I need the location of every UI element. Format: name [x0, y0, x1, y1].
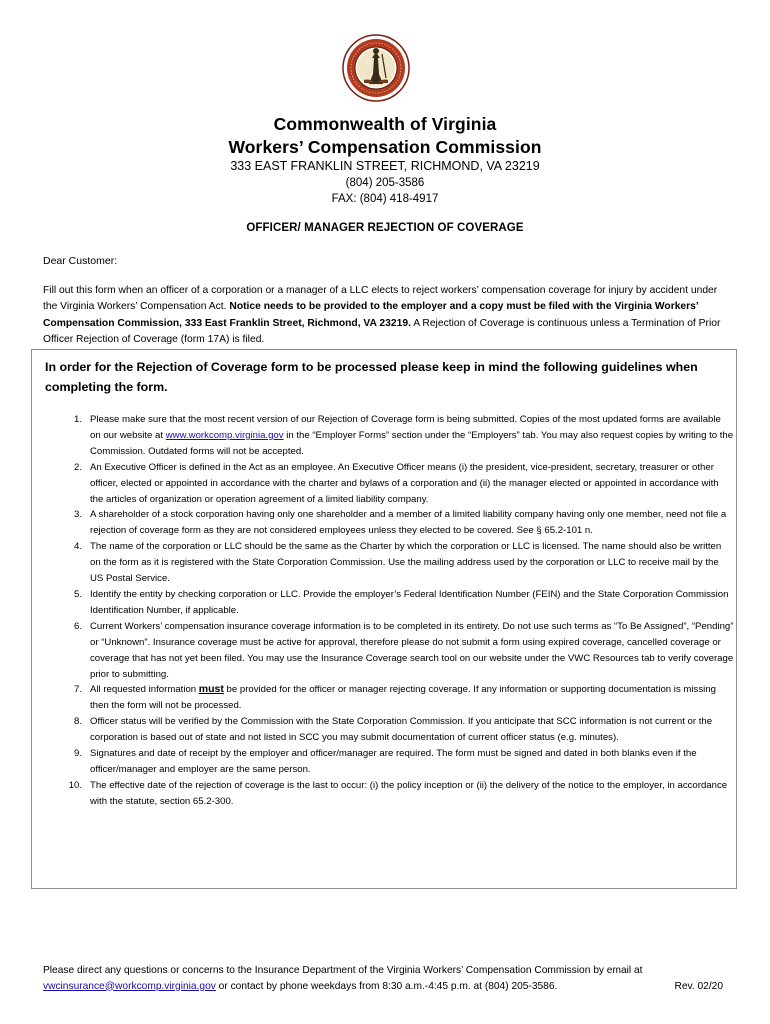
- guideline-item: [44, 682, 734, 714]
- guideline-item: [44, 507, 734, 539]
- guideline-item: [44, 746, 734, 778]
- item-number: 5.: [73, 588, 82, 600]
- fax-number: FAX: (804) 418-4917: [331, 193, 439, 205]
- item-number: 4.: [73, 541, 82, 553]
- item-number: 8.: [73, 716, 82, 728]
- footer-contact: [43, 963, 733, 994]
- item-number: 3.: [73, 509, 82, 521]
- item-text: Signatures and date of receipt by the employer and officer/manager are required. The form must be signed and dated in both blanks even if the officer/manager and employer are the same person.: [90, 748, 697, 775]
- intro-paragraph: [43, 283, 733, 348]
- guideline-item: [44, 412, 734, 460]
- greeting: Dear Customer:: [43, 255, 118, 267]
- virginia-seal-icon: [342, 34, 410, 102]
- must-emphasis: must: [198, 683, 224, 696]
- guideline-item: [44, 778, 734, 810]
- revision-date: Rev. 02/20: [674, 980, 723, 992]
- item-text: in the “Employer Forms” section under the “Employers” tab. You may also request copies by writing to the Commission. Outdated forms will not be accepted.: [90, 429, 734, 457]
- guidelines-list: [44, 412, 734, 810]
- item-number: 6.: [73, 620, 82, 632]
- commission-title: Workers’ Compensation Commission: [228, 137, 542, 157]
- item-number: 1.: [73, 414, 82, 425]
- footer-phone-text: or contact by phone weekdays from 8:30 a.m.-4:45 p.m. at (804) 205-3586.: [215, 980, 558, 992]
- footer-line-2: [43, 979, 733, 995]
- form-title: OFFICER/ MANAGER REJECTION OF COVERAGE: [246, 222, 524, 234]
- item-number: 10.: [68, 779, 82, 791]
- guideline-item: [44, 460, 734, 508]
- item-text: Officer status will be verified by the Commission with the State Corporation Commission. If you anticipate that SCC information is not current or the corporation is based out of state and not listed in SCC you may submit documentation of current officer status (e.g. minutes).: [90, 716, 713, 744]
- guideline-item: [44, 587, 734, 619]
- item-number: 9.: [73, 748, 82, 760]
- item-number: 2.: [73, 461, 82, 473]
- item-number: 7.: [73, 684, 82, 696]
- item-text: Current Workers’ compensation insurance coverage information is to be completed in its entirety. Do not use such terms as “To Be Assigned”, “Pending” or “Unknown”. Insurance coverage must be active for approval, therefore please do not submit a form using expired coverage, cancelled coverage or coverage that has not yet been filed. You may use the Insurance Coverage search tool on our website under the VWC Resources tab to verify coverage prior to submitting.: [90, 620, 734, 680]
- guideline-item: [44, 714, 734, 746]
- guidelines-box: [31, 349, 737, 889]
- item-text: A shareholder of a stock corporation having only one shareholder and a member of a limited liability company having only one member, need not file a rejection of coverage form as they are not considered employees unless they elected to be covered. See § 65.2-101 n.: [90, 509, 727, 537]
- item-text: The name of the corporation or LLC should be the same as the Charter by which the corporation or LLC is licensed. The name should also be written on the form as it is registered with the State Corporation Commission. Use the mailing address used by the corporation or LLC to receive mail by the US Postal Service.: [90, 541, 722, 585]
- item-text: The effective date of the rejection of coverage is the last to occur: (i) the policy inception or (ii) the delivery of the notice to the employer, in accordance with the statute, section 65.2-300.: [90, 779, 728, 807]
- commonwealth-title: Commonwealth of Virginia: [273, 114, 497, 134]
- phone-number: (804) 205-3586: [345, 177, 425, 189]
- intro-text-2: A Rejection of Coverage is continuous unless a Termination of Prior Officer Rejection of Coverage (form 17A) is filed.: [43, 317, 721, 345]
- item-text: An Executive Officer is defined in the Act as an employee. An Executive Officer means (i) the president, vice-president, secretary, treasurer or other officer, elected or appointed in accordance with the charter and bylaws of a corporation and (ii) the manager elected or appointed in accordance with the articles of organization or operation agreement of a limited liability company.: [90, 461, 719, 505]
- item-text: Please make sure that the most recent version of our Rejection of Coverage form is being submitted. Copies of the most updated forms are available on our website at: [90, 414, 721, 441]
- street-address: 333 EAST FRANKLIN STREET, RICHMOND, VA 23219: [230, 159, 540, 173]
- footer-line-1: Please direct any questions or concerns to the Insurance Department of the Virginia Workers’ Compensation Commission by email at: [43, 965, 643, 976]
- guideline-item: [44, 619, 734, 683]
- guideline-item: [44, 539, 734, 587]
- item-text: Identify the entity by checking corporation or LLC. Provide the employer’s Federal Identification Number (FEIN) and the State Corporation Commission Identification Number, if applicable.: [90, 588, 729, 616]
- intro-bold-notice: Notice needs to be provided to the employer and a copy must be filed with the Virginia Workers’ Compensation Commission, 333 East Franklin Street, Richmond, VA 23219.: [43, 301, 699, 329]
- intro-text-1: Fill out this form when an officer of a corporation or a manager of a LLC elects to reject workers’ compensation coverage for injury by accident under the Virginia Workers’ Compensation Act.: [43, 285, 718, 313]
- item-text: be provided for the officer or manager rejecting coverage. If any information or supporting documentation is missing then the form will not be processed.: [90, 684, 716, 712]
- website-link[interactable]: www.workcomp.virginia.gov: [165, 429, 284, 441]
- guidelines-heading: In order for the Rejection of Coverage form to be processed please keep in mind the following guidelines when completing the form.: [45, 360, 698, 394]
- email-link[interactable]: vwcinsurance@workcomp.virginia.gov: [43, 980, 216, 992]
- item-text: All requested information: [90, 684, 199, 696]
